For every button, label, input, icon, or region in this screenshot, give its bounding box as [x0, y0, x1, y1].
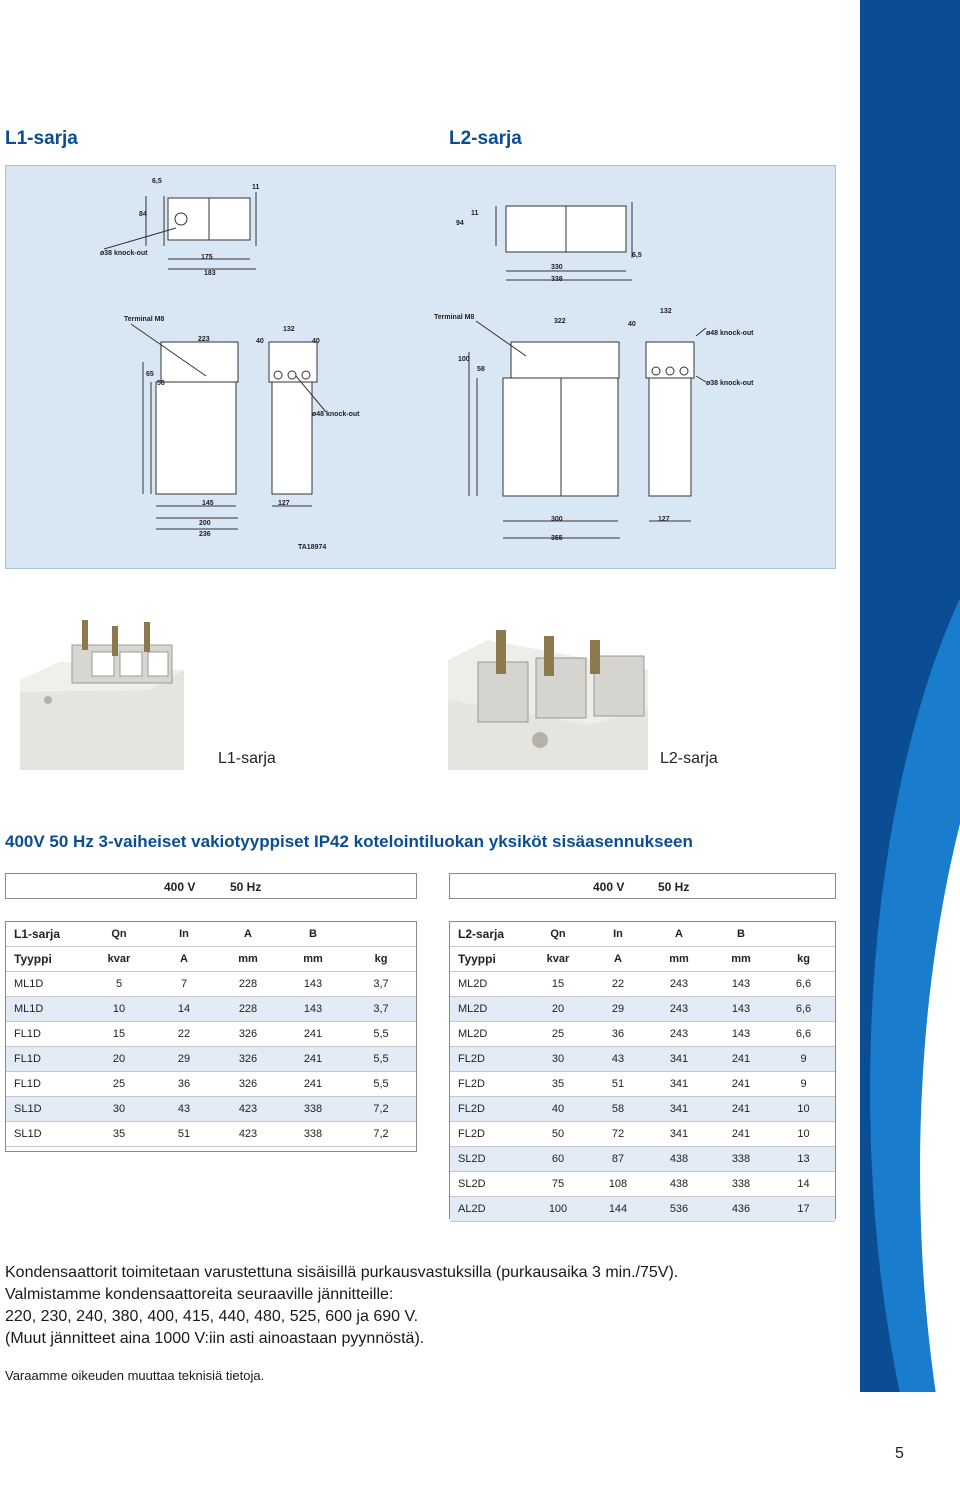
table-cell: 3,7: [346, 972, 416, 997]
label-dim-175: 175: [201, 254, 213, 261]
label-dim-322: 322: [554, 318, 566, 325]
table-cell: ML2D: [450, 1022, 528, 1047]
table-cell: 3,7: [346, 997, 416, 1022]
table-cell: 243: [648, 972, 710, 997]
table-cell: FL2D: [450, 1122, 528, 1147]
table-cell: 15: [86, 1022, 152, 1047]
table-cell: 326: [216, 1022, 280, 1047]
table-cell: 241: [710, 1072, 772, 1097]
table-row: [450, 972, 835, 997]
series-title-right: L2-sarja: [449, 128, 522, 149]
photo-l2-series: [448, 600, 648, 770]
table-cell: 7,2: [346, 1097, 416, 1122]
header-cell: L2-sarja: [450, 922, 528, 947]
header-cell: Qn: [86, 922, 152, 947]
header-cell: In: [152, 922, 216, 947]
left-frequency: 50 Hz: [230, 880, 262, 894]
table-cell: 438: [648, 1172, 710, 1197]
table-cell: 20: [86, 1047, 152, 1072]
right-voltage: 400 V: [593, 880, 625, 894]
header-cell: mm: [648, 947, 710, 972]
note-line: Kondensaattorit toimitetaan varustettuna sisäisillä purkausvastuksilla (purkausaika 3 min./75V).: [5, 1264, 679, 1281]
technical-drawing: [5, 165, 836, 569]
table-cell: 228: [216, 972, 280, 997]
right-frequency: 50 Hz: [658, 880, 690, 894]
table-cell: SL1D: [6, 1122, 86, 1147]
header-cell: A: [152, 947, 216, 972]
table-cell: 9: [772, 1072, 835, 1097]
table-cell: 423: [216, 1097, 280, 1122]
label-dim-65: 65: [146, 371, 154, 378]
table-cell: 6,6: [772, 1022, 835, 1047]
table-cell: 6,6: [772, 972, 835, 997]
table-row: [450, 997, 835, 1022]
capacitor-l1-image: [20, 600, 184, 770]
table-cell: SL2D: [450, 1172, 528, 1197]
table-cell: 436: [710, 1197, 772, 1222]
label-drawing-code: TA18974: [298, 544, 327, 551]
table-header-row: [6, 922, 416, 947]
header-cell: A: [216, 922, 280, 947]
table-cell: 243: [648, 1022, 710, 1047]
side-band: [860, 0, 960, 1492]
left-spec-table: [5, 921, 417, 1152]
table-cell: 40: [528, 1097, 588, 1122]
label-knockout-48-left: ø48 knock-out: [312, 411, 360, 418]
table-row: [6, 1047, 416, 1072]
table-row: [6, 1122, 416, 1147]
table-cell: 536: [648, 1197, 710, 1222]
header-cell: A: [588, 947, 648, 972]
table-cell: 36: [152, 1072, 216, 1097]
table-cell: 36: [588, 1022, 648, 1047]
capacitor-l2-image: [448, 600, 648, 770]
label-dim-223: 223: [198, 336, 210, 343]
label-dim-6-5-right: 6,5: [632, 252, 642, 259]
table-cell: 341: [648, 1047, 710, 1072]
table-row: [450, 1072, 835, 1097]
label-dim-56: 56: [157, 380, 165, 387]
table-cell: 241: [710, 1097, 772, 1122]
table-cell: 72: [588, 1122, 648, 1147]
right-table-rating-header: [449, 873, 836, 899]
table-row: [6, 1097, 416, 1122]
photo-caption-right: L2-sarja: [660, 750, 718, 767]
table-cell: 326: [216, 1047, 280, 1072]
table-cell: 20: [528, 997, 588, 1022]
table-row: [450, 1022, 835, 1047]
table-row: [6, 972, 416, 997]
table-cell: 13: [772, 1147, 835, 1172]
drawing-lines: [6, 166, 835, 568]
table-cell: 35: [86, 1122, 152, 1147]
table-cell: 341: [648, 1097, 710, 1122]
table-cell: 108: [588, 1172, 648, 1197]
table-cell: ML2D: [450, 972, 528, 997]
table-cell: ML2D: [450, 997, 528, 1022]
label-dim-338: 338: [551, 276, 563, 283]
table-cell: 29: [588, 997, 648, 1022]
table-row: [450, 1047, 835, 1072]
label-dim-40-c: 40: [628, 321, 636, 328]
label-dim-145: 145: [202, 500, 214, 507]
table-cell: 5: [86, 972, 152, 997]
header-cell: B: [280, 922, 346, 947]
table-cell: 341: [648, 1122, 710, 1147]
label-dim-58: 58: [477, 366, 485, 373]
label-dim-40-a: 40: [256, 338, 264, 345]
table-cell: 241: [280, 1072, 346, 1097]
table-cell: 58: [588, 1097, 648, 1122]
table-row: [6, 1022, 416, 1047]
table-cell: 144: [588, 1197, 648, 1222]
header-cell: Tyyppi: [6, 947, 86, 972]
table-cell: 30: [528, 1047, 588, 1072]
header-cell: L1-sarja: [6, 922, 86, 947]
table-cell: FL1D: [6, 1022, 86, 1047]
table-cell: 338: [710, 1147, 772, 1172]
table-cell: 75: [528, 1172, 588, 1197]
table-cell: 60: [528, 1147, 588, 1172]
label-terminal-left: Terminal M8: [124, 316, 165, 323]
table-row: [450, 1097, 835, 1122]
table-cell: 143: [710, 1022, 772, 1047]
label-dim-127-b: 127: [658, 516, 670, 523]
table-cell: 6,6: [772, 997, 835, 1022]
label-dim-132-a: 132: [283, 326, 295, 333]
table-cell: 50: [528, 1122, 588, 1147]
table-cell: 341: [648, 1072, 710, 1097]
photo-l1-series: [20, 600, 184, 770]
table-header-row: [450, 922, 835, 947]
table-cell: SL1D: [6, 1097, 86, 1122]
table-cell: FL1D: [6, 1072, 86, 1097]
table-cell: AL2D: [450, 1197, 528, 1222]
table-cell: 51: [588, 1072, 648, 1097]
table-cell: 22: [152, 1022, 216, 1047]
table-cell: 9: [772, 1047, 835, 1072]
table-cell: 7,2: [346, 1122, 416, 1147]
label-dim-11-right: 11: [471, 210, 479, 217]
table-cell: 241: [280, 1047, 346, 1072]
table-cell: 243: [648, 997, 710, 1022]
table-cell: 5,5: [346, 1047, 416, 1072]
header-cell: kg: [772, 947, 835, 972]
label-knockout-38-right: ø38 knock-out: [706, 380, 754, 387]
table-row: [6, 997, 416, 1022]
table-cell: 35: [528, 1072, 588, 1097]
table-cell: 338: [280, 1097, 346, 1122]
table-row: [450, 1147, 835, 1172]
notes-block: [5, 1262, 678, 1350]
table-cell: 87: [588, 1147, 648, 1172]
label-knockout-48-right: ø48 knock-out: [706, 330, 754, 337]
header-cell: mm: [216, 947, 280, 972]
header-cell: kvar: [86, 947, 152, 972]
table-unit-row: [450, 947, 835, 972]
header-cell: [772, 922, 835, 947]
label-dim-183: 183: [204, 270, 216, 277]
header-cell: mm: [280, 947, 346, 972]
table-cell: FL2D: [450, 1047, 528, 1072]
table-cell: 10: [772, 1122, 835, 1147]
label-dim-300: 300: [551, 516, 563, 523]
note-line: Valmistamme kondensaattoreita seuraaville jännitteille:: [5, 1286, 394, 1303]
note-line: (Muut jännitteet aina 1000 V:iin asti ainoastaan pyynnöstä).: [5, 1330, 425, 1347]
label-knockout-38-left: ø38 knock-out: [100, 250, 148, 257]
table-cell: 100: [528, 1197, 588, 1222]
table-cell: 25: [86, 1072, 152, 1097]
band-footer-block: [860, 1392, 960, 1492]
note-line: 220, 230, 240, 380, 400, 415, 440, 480, 525, 600 ja 690 V.: [5, 1308, 419, 1325]
table-cell: 423: [216, 1122, 280, 1147]
table-cell: 228: [216, 997, 280, 1022]
table-unit-row: [6, 947, 416, 972]
table-cell: SL2D: [450, 1147, 528, 1172]
label-dim-94: 94: [456, 220, 464, 227]
label-dim-84: 84: [139, 211, 147, 218]
page-number: 5: [895, 1445, 904, 1462]
label-dim-11: 11: [252, 184, 260, 191]
table-cell: 5,5: [346, 1072, 416, 1097]
label-dim-127-a: 127: [278, 500, 290, 507]
table-cell: 14: [152, 997, 216, 1022]
table-cell: 30: [86, 1097, 152, 1122]
label-dim-330: 330: [551, 264, 563, 271]
label-dim-40-b: 40: [312, 338, 320, 345]
table-cell: 22: [588, 972, 648, 997]
header-cell: kg: [346, 947, 416, 972]
table-cell: FL2D: [450, 1072, 528, 1097]
disclaimer: Varaamme oikeuden muuttaa teknisiä tietoja.: [5, 1368, 265, 1383]
table-cell: 143: [280, 972, 346, 997]
table-row: [450, 1122, 835, 1147]
header-cell: [346, 922, 416, 947]
label-terminal-right: Terminal M8: [434, 314, 475, 321]
page-heading: 400V 50 Hz 3-vaiheiset vakiotyyppiset IP42 kotelointiluokan yksiköt sisäasennukseen: [5, 832, 693, 851]
table-cell: FL1D: [6, 1047, 86, 1072]
label-dim-236: 236: [199, 531, 211, 538]
table-cell: 10: [86, 997, 152, 1022]
table-cell: 10: [772, 1097, 835, 1122]
table-cell: ML1D: [6, 997, 86, 1022]
label-dim-100: 100: [458, 356, 470, 363]
table-cell: 338: [280, 1122, 346, 1147]
header-cell: B: [710, 922, 772, 947]
table-cell: 43: [152, 1097, 216, 1122]
table-cell: 338: [710, 1172, 772, 1197]
table-row: [450, 1197, 835, 1222]
left-voltage: 400 V: [164, 880, 196, 894]
photo-caption-left: L1-sarja: [218, 750, 276, 767]
series-title-left: L1-sarja: [5, 128, 78, 149]
table-cell: 326: [216, 1072, 280, 1097]
table-cell: 14: [772, 1172, 835, 1197]
label-dim-132-b: 132: [660, 308, 672, 315]
table-cell: 143: [280, 997, 346, 1022]
header-cell: Tyyppi: [450, 947, 528, 972]
table-cell: 438: [648, 1147, 710, 1172]
table-cell: 143: [710, 972, 772, 997]
table-cell: 43: [588, 1047, 648, 1072]
table-row: [450, 1172, 835, 1197]
table-cell: 29: [152, 1047, 216, 1072]
header-cell: kvar: [528, 947, 588, 972]
table-cell: 25: [528, 1022, 588, 1047]
header-cell: In: [588, 922, 648, 947]
table-cell: 241: [710, 1122, 772, 1147]
table-cell: 15: [528, 972, 588, 997]
table-cell: 241: [280, 1022, 346, 1047]
header-cell: A: [648, 922, 710, 947]
table-cell: 17: [772, 1197, 835, 1222]
table-cell: 7: [152, 972, 216, 997]
label-dim-200: 200: [199, 520, 211, 527]
table-cell: ML1D: [6, 972, 86, 997]
label-dim-6-5: 6,5: [152, 178, 162, 185]
right-spec-table: [449, 921, 836, 1219]
header-cell: Qn: [528, 922, 588, 947]
table-cell: 241: [710, 1047, 772, 1072]
table-cell: 5,5: [346, 1022, 416, 1047]
table-cell: 143: [710, 997, 772, 1022]
left-table-rating-header: [5, 873, 417, 899]
header-cell: mm: [710, 947, 772, 972]
label-dim-355: 355: [551, 535, 563, 542]
table-cell: FL2D: [450, 1097, 528, 1122]
table-cell: 51: [152, 1122, 216, 1147]
table-row: [6, 1072, 416, 1097]
